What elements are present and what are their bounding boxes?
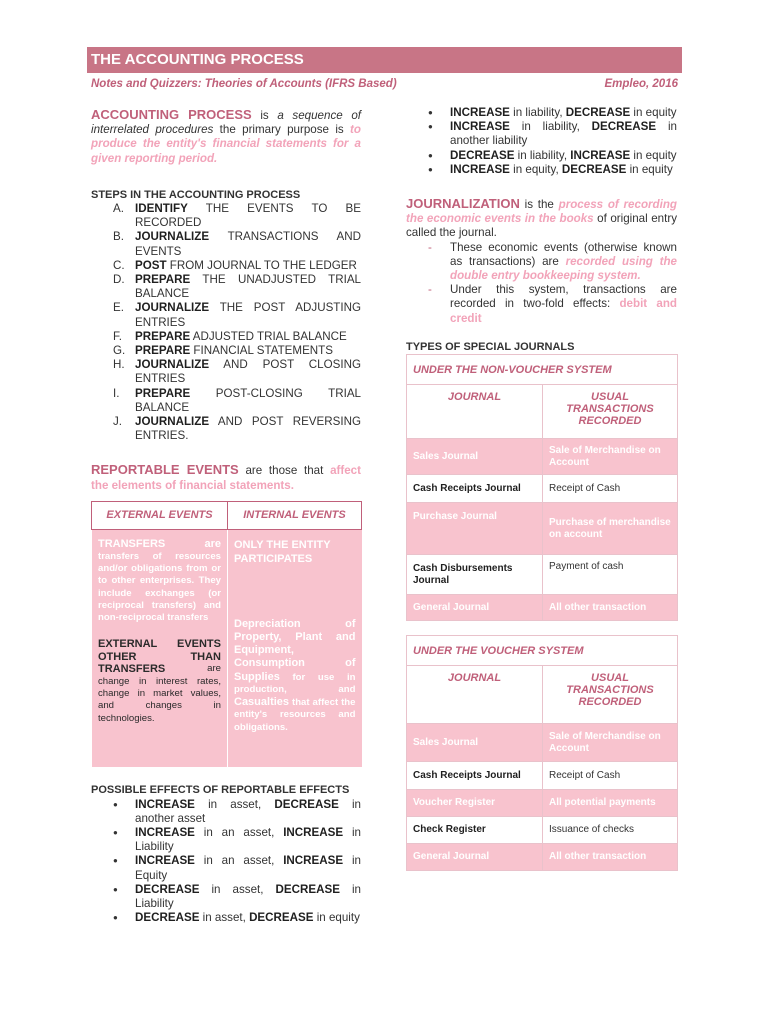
- effect-a: INCREASE: [450, 106, 510, 119]
- effect-d: in equity: [313, 911, 360, 925]
- page-title: THE ACCOUNTING PROCESS: [87, 47, 682, 73]
- step-item: [113, 344, 361, 358]
- effect-c: INCREASE: [570, 148, 631, 162]
- step-item: [113, 259, 361, 273]
- usual-cell: All other transaction: [543, 844, 678, 871]
- effect-c: DECREASE: [274, 797, 339, 811]
- step-item: [113, 301, 361, 329]
- effect-a: INCREASE: [450, 120, 510, 134]
- step-letter: H.: [113, 358, 125, 372]
- journ-note: [428, 241, 677, 284]
- step-letter: A.: [113, 202, 124, 216]
- journ-note-2a: Under this system, transactions are recorded in two-fold effects:: [450, 283, 677, 311]
- transfers-are: are: [204, 537, 221, 550]
- def-text-2: a sequence of interrelated procedures: [91, 109, 361, 137]
- journal-cell: Purchase Journal: [407, 503, 543, 555]
- effect-d: in Liability: [135, 825, 361, 854]
- effect-c: INCREASE: [283, 825, 344, 839]
- usual-cell: Payment of cash: [543, 555, 678, 595]
- effect-c: INCREASE: [283, 854, 344, 868]
- effect-b: in liability,: [509, 106, 566, 119]
- step-rest: ADJUSTED TRIAL BALANCE: [190, 329, 347, 343]
- nonvoucher-title: UNDER THE NON-VOUCHER SYSTEM: [407, 355, 678, 385]
- effect-item: [113, 798, 361, 826]
- external-events-header: EXTERNAL EVENTS: [92, 501, 228, 529]
- effect-b: in asset,: [194, 797, 275, 811]
- step-rest: AND POST CLOSING ENTRIES: [135, 358, 361, 386]
- steps-list: [113, 202, 361, 443]
- journal-cell: Cash Receipts Journal: [407, 762, 543, 790]
- step-item: [113, 358, 361, 386]
- voucher-table: [406, 635, 678, 871]
- effect-d: in Liability: [135, 882, 361, 910]
- step-verb: JOURNALIZE: [135, 301, 210, 315]
- step-letter: C.: [113, 258, 125, 272]
- internal-p2: Consumption of Supplies: [234, 657, 356, 683]
- nonvoucher-table: [406, 354, 678, 621]
- step-item: [113, 202, 361, 230]
- table-row: [407, 439, 678, 475]
- journalization-notes: [428, 241, 677, 326]
- usual-cell: Sale of Merchandise on Account: [543, 439, 678, 475]
- journ-note-1b: recorded using the double entry bookkeeping system.: [450, 254, 677, 283]
- usual-cell: Receipt of Cash: [543, 475, 678, 503]
- step-verb: PREPARE: [135, 344, 191, 358]
- effect-a: DECREASE: [135, 882, 200, 896]
- internal-head: ONLY THE ENTITY PARTICIPATES: [234, 538, 331, 565]
- special-journals-heading: TYPES OF SPECIAL JOURNALS: [406, 340, 575, 353]
- effect-item: [113, 826, 361, 854]
- effect-item: [428, 106, 677, 120]
- internal-p1: Depreciation of Property, Plant and Equipment,: [234, 617, 356, 657]
- effect-b: in liability,: [514, 148, 571, 162]
- table-row: [407, 724, 678, 762]
- effect-b: in an asset,: [194, 854, 284, 868]
- effect-a: INCREASE: [135, 825, 195, 839]
- journ-note-2b: debit and credit: [450, 297, 677, 325]
- transfers-head: TRANSFERS: [98, 537, 166, 550]
- usual-cell: Sale of Merchandise on Account: [543, 724, 678, 762]
- internal-p3: for use in production, and: [234, 671, 356, 695]
- book-title: Notes and Quizzers: Theories of Accounts (IFRS Based): [91, 78, 397, 90]
- step-verb: PREPARE: [135, 329, 191, 343]
- step-rest: FINANCIAL STATEMENTS: [190, 344, 333, 358]
- step-verb: POST: [135, 258, 167, 272]
- events-table: [91, 501, 362, 768]
- effect-b: in equity,: [509, 162, 562, 176]
- reportable-text-1: are those that: [238, 464, 331, 478]
- other-events-text: [98, 638, 221, 724]
- effect-c: DECREASE: [275, 882, 340, 896]
- step-letter: E.: [113, 301, 124, 315]
- effect-a: INCREASE: [135, 797, 195, 811]
- reportable-text-2: affect the elements of financial statements.: [91, 464, 361, 492]
- table-row: [407, 555, 678, 595]
- effects-list-continued: [428, 106, 677, 177]
- journ-text-2: process of recording the economic events in the books: [406, 198, 678, 226]
- table-row: [407, 475, 678, 503]
- table-row: [407, 503, 678, 555]
- voucher-title: UNDER THE VOUCHER SYSTEM: [407, 636, 678, 666]
- transfers-body: transfers of resources and/or obligations from or to other enterprises. They include exchanges (or reciprocal transfers) and non-reciprocal transfers: [98, 551, 221, 624]
- step-verb: JOURNALIZE: [135, 230, 210, 244]
- effects-heading: POSSIBLE EFFECTS OF REPORTABLE EFFECTS: [91, 784, 350, 797]
- col-journal: JOURNAL: [407, 385, 543, 439]
- journ-text-1: is the: [519, 198, 559, 212]
- table-row: [407, 595, 678, 621]
- col-journal: JOURNAL: [407, 666, 543, 724]
- step-rest: POST-CLOSING TRIAL BALANCE: [135, 386, 361, 414]
- other-are: are: [207, 662, 221, 674]
- other-events-head: EXTERNAL EVENTS OTHER THAN: [98, 638, 221, 663]
- step-rest: THE UNADJUSTED TRIAL BALANCE: [135, 273, 361, 301]
- steps-heading: STEPS IN THE ACCOUNTING PROCESS: [91, 188, 301, 201]
- author-year: Empleo, 2016: [604, 78, 678, 90]
- def-text-1: is: [251, 109, 278, 122]
- effect-b: in an asset,: [194, 825, 284, 839]
- journalization-definition: [406, 197, 677, 241]
- table-row: [407, 762, 678, 790]
- step-rest: AND POST REVERSING ENTRIES.: [135, 415, 361, 443]
- step-item: [113, 273, 361, 301]
- step-rest: THE POST ADJUSTING ENTRIES: [135, 301, 361, 329]
- effects-list: [113, 798, 361, 926]
- usual-cell: Purchase of merchandise on account: [543, 503, 678, 555]
- effect-c: DECREASE: [249, 911, 314, 925]
- left-column: [91, 108, 361, 925]
- step-verb: JOURNALIZE: [135, 358, 210, 372]
- effect-d: in another liability: [450, 120, 677, 148]
- right-column: [406, 106, 677, 871]
- usual-cell: All potential payments: [543, 790, 678, 817]
- effect-d: in Equity: [135, 854, 361, 882]
- step-item: [113, 387, 361, 415]
- effect-a: DECREASE: [450, 148, 515, 162]
- step-verb: PREPARE: [135, 386, 191, 400]
- journal-cell: Cash Disbursements Journal: [407, 555, 543, 595]
- effect-c: DECREASE: [591, 120, 657, 134]
- step-rest: FROM JOURNAL TO THE LEDGER: [166, 258, 357, 272]
- internal-p5: that affect the entity's resources and obligations.: [234, 697, 356, 733]
- journal-cell: Sales Journal: [407, 439, 543, 475]
- other-events-body: change in interest rates, change in market values, and changes in technologies.: [98, 675, 221, 724]
- journ-note: [428, 283, 677, 326]
- internal-events-header: INTERNAL EVENTS: [228, 501, 362, 529]
- step-letter: G.: [113, 344, 126, 358]
- step-item: [113, 415, 361, 443]
- step-letter: J.: [113, 415, 123, 429]
- external-events-cell: [92, 529, 228, 767]
- subtitle-row: [91, 77, 678, 91]
- effect-item: [113, 883, 361, 911]
- effect-b: in liability,: [509, 120, 592, 134]
- step-verb: IDENTIFY: [135, 202, 188, 216]
- journal-cell: Check Register: [407, 817, 543, 844]
- effect-item: [428, 163, 677, 177]
- journalization-term: JOURNALIZATION: [406, 196, 520, 212]
- step-verb: JOURNALIZE: [135, 415, 210, 429]
- usual-cell: All other transaction: [543, 595, 678, 621]
- effect-item: [113, 911, 361, 925]
- accounting-process-definition: [91, 108, 361, 166]
- def-text-3: the primary purpose is: [213, 123, 351, 137]
- journal-cell: Sales Journal: [407, 724, 543, 762]
- effect-c: DECREASE: [565, 106, 631, 119]
- effect-a: DECREASE: [135, 911, 200, 925]
- table-row: [407, 844, 678, 871]
- reportable-events-definition: [91, 463, 361, 492]
- table-row: [407, 817, 678, 844]
- effect-item: [113, 854, 361, 882]
- journal-cell: General Journal: [407, 595, 543, 621]
- journ-text-3: of original entry called the journal.: [406, 212, 677, 240]
- effect-d: in equity: [630, 148, 677, 162]
- accounting-process-term: ACCOUNTING PROCESS: [91, 107, 252, 122]
- effect-a: INCREASE: [135, 854, 195, 868]
- step-verb: PREPARE: [135, 273, 191, 287]
- col-usual: USUAL TRANSACTIONS RECORDED: [543, 385, 678, 439]
- effect-b: in asset,: [199, 911, 250, 925]
- journal-cell: Voucher Register: [407, 790, 543, 817]
- step-item: [113, 330, 361, 344]
- col-usual: USUAL TRANSACTIONS RECORDED: [543, 666, 678, 724]
- effect-a: INCREASE: [450, 162, 510, 176]
- transfers-text: [98, 538, 221, 624]
- journal-cell: General Journal: [407, 844, 543, 871]
- step-letter: F.: [113, 329, 123, 343]
- step-letter: I.: [113, 386, 120, 400]
- effect-item: [428, 120, 677, 148]
- usual-cell: Receipt of Cash: [543, 762, 678, 790]
- journal-cell: Cash Receipts Journal: [407, 475, 543, 503]
- step-letter: B.: [113, 230, 124, 244]
- effect-b: in asset,: [199, 882, 276, 896]
- usual-cell: Issuance of checks: [543, 817, 678, 844]
- step-rest: THE EVENTS TO BE RECORDED: [135, 202, 361, 230]
- step-rest: TRANSACTIONS AND EVENTS: [135, 230, 361, 258]
- effect-d: in equity: [630, 106, 677, 119]
- reportable-events-term: REPORTABLE EVENTS: [91, 462, 239, 478]
- table-row: [407, 790, 678, 817]
- other-events-head-2: TRANSFERS: [98, 662, 166, 675]
- effect-c: DECREASE: [561, 162, 627, 176]
- step-item: [113, 230, 361, 258]
- internal-events-cell: [228, 529, 362, 767]
- internal-body: [234, 618, 356, 734]
- internal-p4: Casualties: [234, 696, 290, 709]
- effect-d: in equity: [626, 162, 673, 176]
- effect-d: in another asset: [135, 797, 361, 825]
- journ-note-1a: These economic events (otherwise known as transactions) are: [450, 240, 677, 268]
- effect-item: [428, 149, 677, 163]
- step-letter: D.: [113, 273, 125, 287]
- def-text-4: to produce the entity's financial statements for a given reporting period.: [91, 123, 361, 165]
